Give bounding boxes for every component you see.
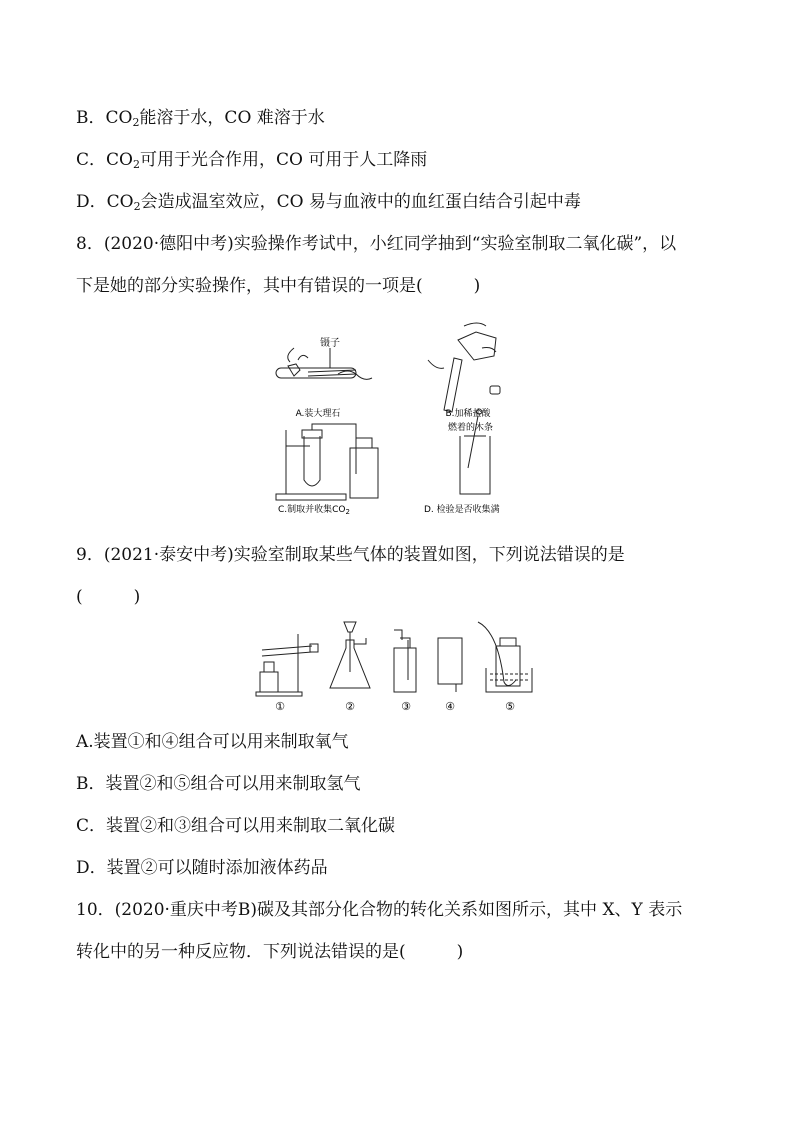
q9-apparatus-3 [394,630,416,692]
q8-fig-b-pour [428,323,500,412]
q9-option-d: D．装置②可以随时添加液体药品 [76,858,328,878]
q9-figure [250,618,546,714]
q8-fig-a-label: A.装大理石 [295,409,341,419]
q7-option-b: B．$CO_2$能溶于水，CO 难溶于水 [76,108,325,129]
q8-figure [268,318,528,518]
q8-fig-d-top-label: 燃着的木条 [448,423,494,433]
q10-stem-line1: 10．(2020·重庆中考B)碳及其部分化合物的转化关系如图所示，其中 X、Y 表示 [76,900,683,920]
q9-stem-line1: 9．(2021·泰安中考)实验室制取某些气体的装置如图，下列说法错误的是 [76,545,625,565]
q9-option-c: C．装置②和③组合可以用来制取二氧化碳 [76,816,396,836]
q10-stem-line2: 转化中的另一种反应物．下列说法错误的是( ) [76,942,464,962]
q8-fig-b-label: B.加稀盐酸 [445,409,491,419]
q7-option-d: D．$CO_2$会造成温室效应，CO 易与血液中的血红蛋白结合引起中毒 [76,192,581,213]
q8-fig-tweezers-label: 镊子 [320,338,340,349]
q9-option-b: B．装置②和⑤组合可以用来制取氢气 [76,774,361,794]
q8-fig-c-label: C.制取并收集$CO_2$ [278,505,350,516]
q8-fig-c-apparatus [276,424,378,500]
q9-label-2: ② [345,700,355,713]
q9-option-a: A.装置①和④组合可以用来制取氧气 [76,732,349,752]
q9-label-1: ① [275,700,285,713]
q8-fig-d-bottle [460,409,490,494]
q9-stem-line2: ( ) [76,587,141,607]
q8-fig-d-label: D. 检验是否收集满 [424,505,500,515]
q9-apparatus-4 [438,638,462,692]
q9-label-5: ⑤ [505,700,515,713]
q9-apparatus-1 [256,634,318,696]
q7-option-c: C．$CO_2$可用于光合作用，CO 可用于人工降雨 [76,150,428,171]
q9-apparatus-2 [330,622,370,688]
q9-apparatus-5 [478,622,532,692]
q8-stem-line1: 8．(2020·德阳中考)实验操作考试中，小红同学抽到“实验室制取二氧化碳”，以 [76,234,677,254]
q8-fig-a-tube [276,348,372,379]
q9-label-3: ③ [401,700,411,713]
q8-stem-line2: 下是她的部分实验操作，其中有错误的一项是( ) [76,276,481,296]
q9-label-4: ④ [445,700,455,713]
